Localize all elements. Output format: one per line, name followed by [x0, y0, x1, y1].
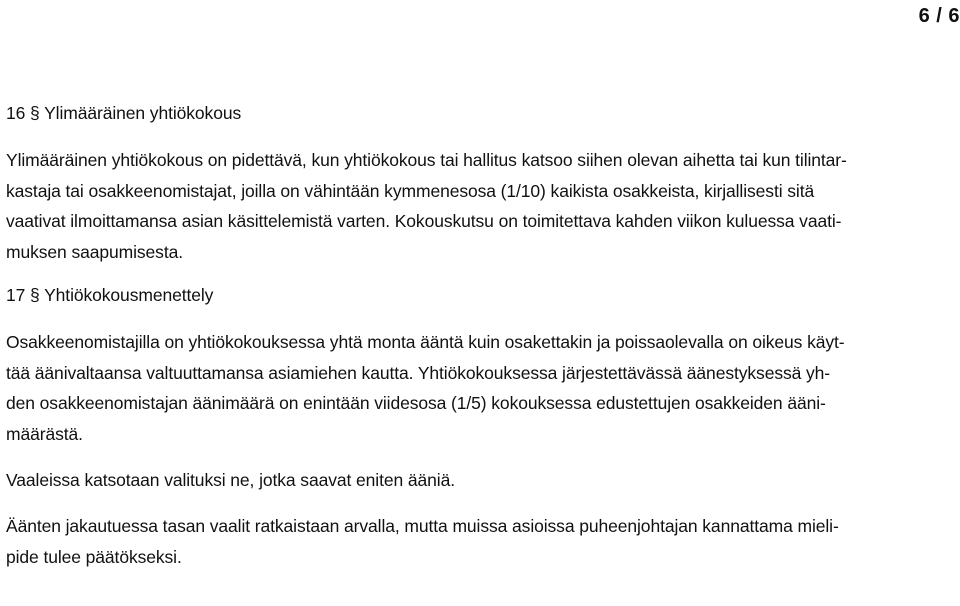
text-line: Ylimääräinen yhtiökokous on pidettävä, kun yhtiökokous tai hallitus katsoo siihen olevan aihetta tai kun tilintar- — [6, 149, 847, 170]
text-line: kastaja tai osakkeenomistajat, joilla on vähintään kymmenesosa (1/10) kaikista osakkeista, kirjallisesti sitä — [6, 180, 815, 201]
section-17-paragraph-2 — [6, 465, 954, 496]
text-line: pide tulee päätökseksi. — [6, 546, 182, 567]
text-line: Osakkeenomistajilla on yhtiökokouksessa yhtä monta ääntä kuin osakettakin ja poissaolevalla on oikeus käyt- — [6, 331, 845, 352]
text-line: määrästä. — [6, 424, 83, 445]
page-number: 6 / 6 — [918, 5, 960, 27]
section-17-paragraph-3 — [6, 511, 954, 573]
text-line: Vaaleissa katsotaan valituksi ne, jotka saavat eniten ääniä. — [6, 469, 455, 490]
section-heading-16: 16 § Ylimääräinen yhtiökokous — [6, 103, 242, 123]
text-line: muksen saapumisesta. — [6, 242, 183, 263]
section-heading-17: 17 § Yhtiökokousmenettely — [6, 284, 214, 305]
text-line: tää äänivaltaansa valtuuttamansa asiamiehen kautta. Yhtiökokouksessa järjestettävässä äänestyksessä yh- — [6, 362, 831, 383]
document-body — [6, 98, 954, 572]
section-17-paragraph-1 — [6, 327, 954, 450]
text-line: den osakkeenomistajan äänimäärä on enintään viidesosa (1/5) kokouksessa edustettujen osakkeiden ääni- — [6, 393, 826, 414]
section-16-paragraph — [6, 145, 954, 268]
text-line: vaativat ilmoittamansa asian käsittelemistä varten. Kokouskutsu on toimitettava kahden viikon kuluessa vaati- — [6, 211, 842, 232]
text-line: Äänten jakautuessa tasan vaalit ratkaistaan arvalla, mutta muissa asioissa puheenjohtajan kannattama mieli- — [6, 515, 839, 536]
